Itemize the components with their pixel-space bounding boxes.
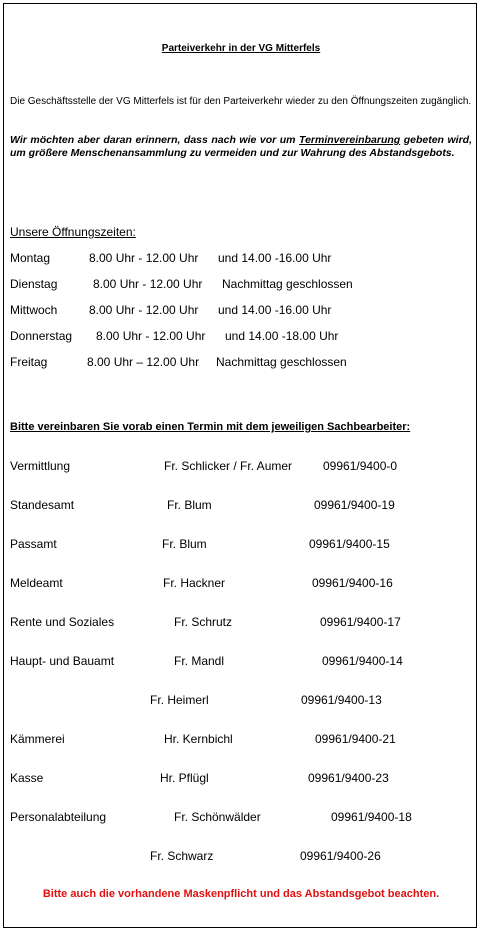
contact-phone: 09961/9400-16 <box>312 576 393 590</box>
hours-morning: 8.00 Uhr – 12.00 Uhr <box>87 355 200 369</box>
contact-person: Fr. Schönwälder <box>174 810 261 824</box>
hours-day: Donnerstag <box>10 329 73 343</box>
contact-phone: 09961/9400-17 <box>320 615 401 629</box>
hours-afternoon: Nachmittag geschlossen <box>222 277 353 291</box>
page-title: Parteiverkehr in der VG Mitterfels <box>161 43 321 54</box>
contact-person: Fr. Blum <box>167 498 212 512</box>
contact-department: Kasse <box>10 771 44 785</box>
contact-department: Standesamt <box>10 498 75 512</box>
hours-morning: 8.00 Uhr - 12.00 Uhr <box>89 251 199 265</box>
contact-person: Fr. Hackner <box>163 576 226 590</box>
reminder-text-after: gebeten wird, um größere Menschenansammlung zu vermeiden und zur Wahrung des Abstandsgebots. <box>10 134 473 159</box>
hours-afternoon: und 14.00 -18.00 Uhr <box>225 329 339 343</box>
hours-day: Freitag <box>10 355 48 369</box>
contact-department: Rente und Soziales <box>10 615 115 629</box>
hours-afternoon: und 14.00 -16.00 Uhr <box>218 303 332 317</box>
contact-department: Haupt- und Bauamt <box>10 654 115 668</box>
contact-person: Fr. Schlicker / Fr. Aumer <box>164 459 293 473</box>
intro-paragraph: Die Geschäftsstelle der VG Mitterfels ist für den Parteiverkehr wieder zu den Öffnungszeiten zugänglich. <box>10 96 472 107</box>
contact-phone: 09961/9400-21 <box>315 732 396 746</box>
contact-person: Fr. Schrutz <box>174 615 233 629</box>
contact-phone: 09961/9400-26 <box>300 849 381 863</box>
hours-day: Mittwoch <box>10 303 58 317</box>
contact-department: Meldeamt <box>10 576 63 590</box>
contact-phone: 09961/9400-18 <box>331 810 412 824</box>
hours-afternoon: Nachmittag geschlossen <box>216 355 347 369</box>
contact-department: Vermittlung <box>10 459 71 473</box>
contact-phone: 09961/9400-0 <box>323 459 398 473</box>
contact-phone: 09961/9400-15 <box>309 537 390 551</box>
hours-heading: Unsere Öffnungszeiten: <box>10 225 136 239</box>
contact-phone: 09961/9400-13 <box>301 693 382 707</box>
contact-person: Fr. Schwarz <box>150 849 214 863</box>
hours-afternoon: und 14.00 -16.00 Uhr <box>218 251 332 265</box>
contact-person: Fr. Heimerl <box>150 693 209 707</box>
contact-phone: 09961/9400-23 <box>308 771 389 785</box>
contact-department: Passamt <box>10 537 57 551</box>
hours-day: Dienstag <box>10 277 58 291</box>
contact-department: Personalabteilung <box>10 810 107 824</box>
hours-day: Montag <box>10 251 51 265</box>
contact-phone: 09961/9400-19 <box>314 498 395 512</box>
contact-phone: 09961/9400-14 <box>322 654 403 668</box>
contact-person: Fr. Mandl <box>174 654 225 668</box>
contacts-heading: Bitte vereinbaren Sie vorab einen Termin mit dem jeweiligen Sachbearbeiter: <box>10 421 411 433</box>
contact-person: Hr. Pflügl <box>160 771 209 785</box>
contact-person: Fr. Blum <box>162 537 207 551</box>
footer-notice: Bitte auch die vorhandene Maskenpflicht und das Abstandsgebot beachten. <box>42 888 440 900</box>
contact-person: Hr. Kernbichl <box>164 732 233 746</box>
reminder-text-before: Wir möchten aber daran erinnern, dass nach wie vor um <box>10 134 300 146</box>
reminder-paragraph <box>10 134 472 159</box>
hours-morning: 8.00 Uhr - 12.00 Uhr <box>93 277 203 291</box>
hours-morning: 8.00 Uhr - 12.00 Uhr <box>96 329 206 343</box>
contact-department: Kämmerei <box>10 732 65 746</box>
hours-morning: 8.00 Uhr - 12.00 Uhr <box>89 303 199 317</box>
reminder-highlight: Terminvereinbarung <box>299 134 401 146</box>
